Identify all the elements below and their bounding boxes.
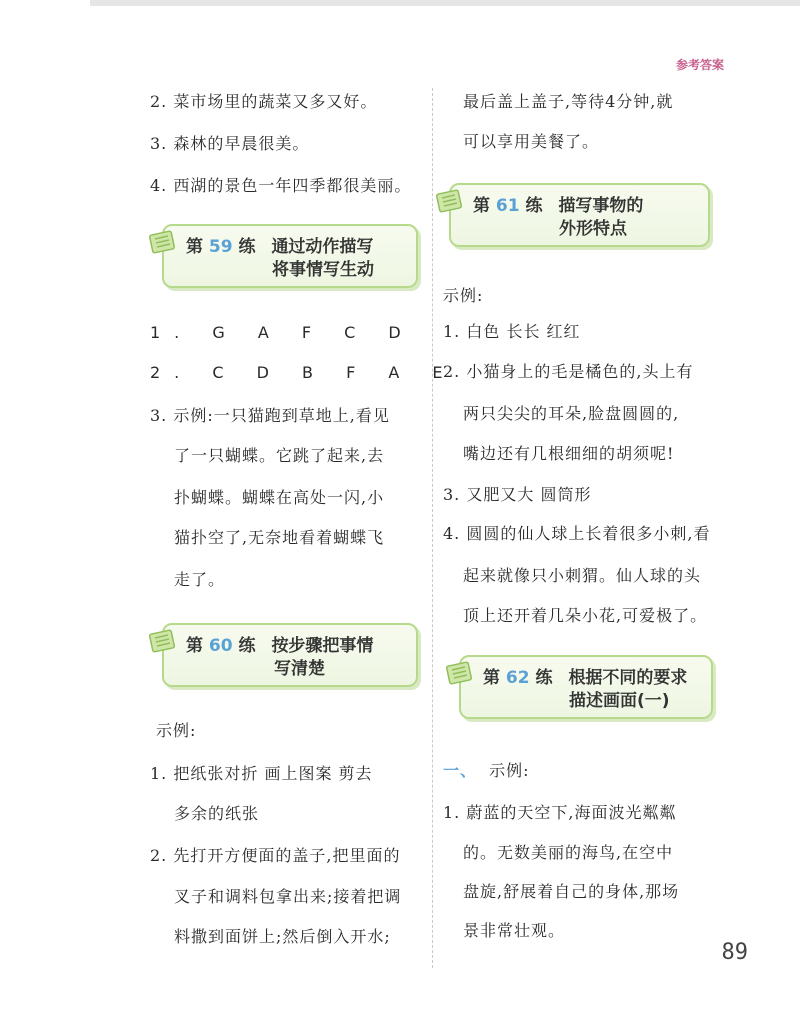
answer-line: 1. 把纸张对折 画上图案 剪去 bbox=[150, 764, 373, 783]
exercise-suffix: 练 bbox=[238, 636, 256, 656]
exercise-number: 59 bbox=[208, 237, 233, 257]
exercise-title-line2: 描述画面(一) bbox=[569, 691, 670, 711]
answer-line: 扑蝴蝶。蝴蝶在高处一闪,小 bbox=[174, 488, 385, 507]
exercise-title-line1: 根据不同的要求 bbox=[568, 668, 688, 688]
exercise-title-line1: 按步骤把事情 bbox=[271, 636, 374, 656]
page-top-edge bbox=[90, 0, 800, 6]
section-heading bbox=[443, 758, 530, 781]
column-divider bbox=[432, 88, 433, 968]
answer-line: 3. 森林的早晨很美。 bbox=[150, 134, 310, 153]
exercise-61-banner bbox=[435, 183, 710, 247]
exercise-title-line2: 将事情写生动 bbox=[272, 260, 374, 280]
answer-line: 2. C D B F A E bbox=[150, 363, 457, 382]
header-label: 参考答案 bbox=[675, 58, 724, 72]
exercise-suffix: 练 bbox=[238, 237, 256, 257]
exercise-prefix: 第 bbox=[483, 668, 500, 688]
answer-line: 4. 西湖的景色一年四季都很美丽。 bbox=[150, 176, 412, 195]
example-label: 示例: bbox=[156, 721, 197, 740]
exercise-title-line2: 写清楚 bbox=[274, 659, 325, 679]
answer-line: 了一只蝴蝶。它跳了起来,去 bbox=[174, 446, 385, 465]
page-number: 89 bbox=[721, 940, 748, 965]
exercise-number: 62 bbox=[505, 668, 530, 688]
answer-line: 走了。 bbox=[174, 570, 226, 589]
answer-line: 顶上还开着几朵小花,可爱极了。 bbox=[463, 606, 708, 625]
exercise-61-title bbox=[473, 191, 643, 216]
exercise-60-title bbox=[186, 631, 373, 656]
exercise-62-title bbox=[483, 663, 687, 688]
answer-line: 叉子和调料包拿出来;接着把调 bbox=[174, 887, 402, 906]
exercise-prefix: 第 bbox=[473, 196, 490, 216]
answer-line: 2. 先打开方便面的盖子,把里面的 bbox=[150, 846, 401, 865]
exercise-59-title bbox=[186, 232, 373, 257]
answer-line: 2. 小猫身上的毛是橘色的,头上有 bbox=[443, 362, 694, 381]
answer-line: 盘旋,舒展着自己的身体,那场 bbox=[463, 882, 680, 901]
exercise-number: 60 bbox=[208, 636, 233, 656]
example-label: 示例: bbox=[443, 286, 484, 305]
answer-line: 两只尖尖的耳朵,脸盘圆圆的, bbox=[463, 404, 680, 423]
exercise-59-banner bbox=[148, 224, 418, 288]
answer-line: 3. 又肥又大 圆筒形 bbox=[443, 485, 592, 504]
exercise-suffix: 练 bbox=[535, 668, 553, 688]
answer-line: 3. 示例:一只猫跑到草地上,看见 bbox=[150, 406, 390, 425]
answer-line: 起来就像只小刺猬。仙人球的头 bbox=[463, 566, 702, 585]
answer-line: 1. 白色 长长 红红 bbox=[443, 322, 581, 341]
exercise-suffix: 练 bbox=[525, 196, 543, 216]
exercise-title-line1: 描写事物的 bbox=[558, 196, 644, 216]
answer-line: 嘴边还有几根细细的胡须呢! bbox=[463, 444, 675, 463]
answer-line: 最后盖上盖子,等待4分钟,就 bbox=[463, 92, 674, 111]
answer-line: 多余的纸张 bbox=[174, 804, 260, 823]
exercise-prefix: 第 bbox=[186, 636, 203, 656]
answer-line: 景非常壮观。 bbox=[463, 921, 566, 940]
answer-line: 的。无数美丽的海鸟,在空中 bbox=[463, 843, 674, 862]
answer-line: 可以享用美餐了。 bbox=[463, 132, 600, 151]
notebook-icon bbox=[148, 230, 178, 256]
example-label: 示例: bbox=[489, 761, 530, 780]
exercise-60-banner bbox=[148, 623, 418, 687]
exercise-62-banner bbox=[445, 655, 713, 719]
notebook-icon bbox=[445, 661, 475, 687]
section-mark: 一、 bbox=[443, 761, 478, 780]
answer-line: 4. 圆圆的仙人球上长着很多小刺,看 bbox=[443, 524, 711, 543]
answer-line: 猫扑空了,无奈地看着蝴蝶飞 bbox=[174, 528, 385, 547]
exercise-prefix: 第 bbox=[186, 237, 203, 257]
answer-line: 2. 菜市场里的蔬菜又多又好。 bbox=[150, 92, 378, 111]
answer-line: 料撒到面饼上;然后倒入开水; bbox=[174, 927, 391, 946]
notebook-icon bbox=[148, 629, 178, 655]
answer-line: 1. G A F C D bbox=[150, 323, 415, 342]
exercise-title-line1: 通过动作描写 bbox=[271, 237, 374, 257]
answer-line: 1. 蔚蓝的天空下,海面波光粼粼 bbox=[443, 803, 677, 822]
exercise-number: 61 bbox=[495, 196, 520, 216]
exercise-title-line2: 外形特点 bbox=[559, 219, 627, 239]
notebook-icon bbox=[435, 189, 465, 215]
